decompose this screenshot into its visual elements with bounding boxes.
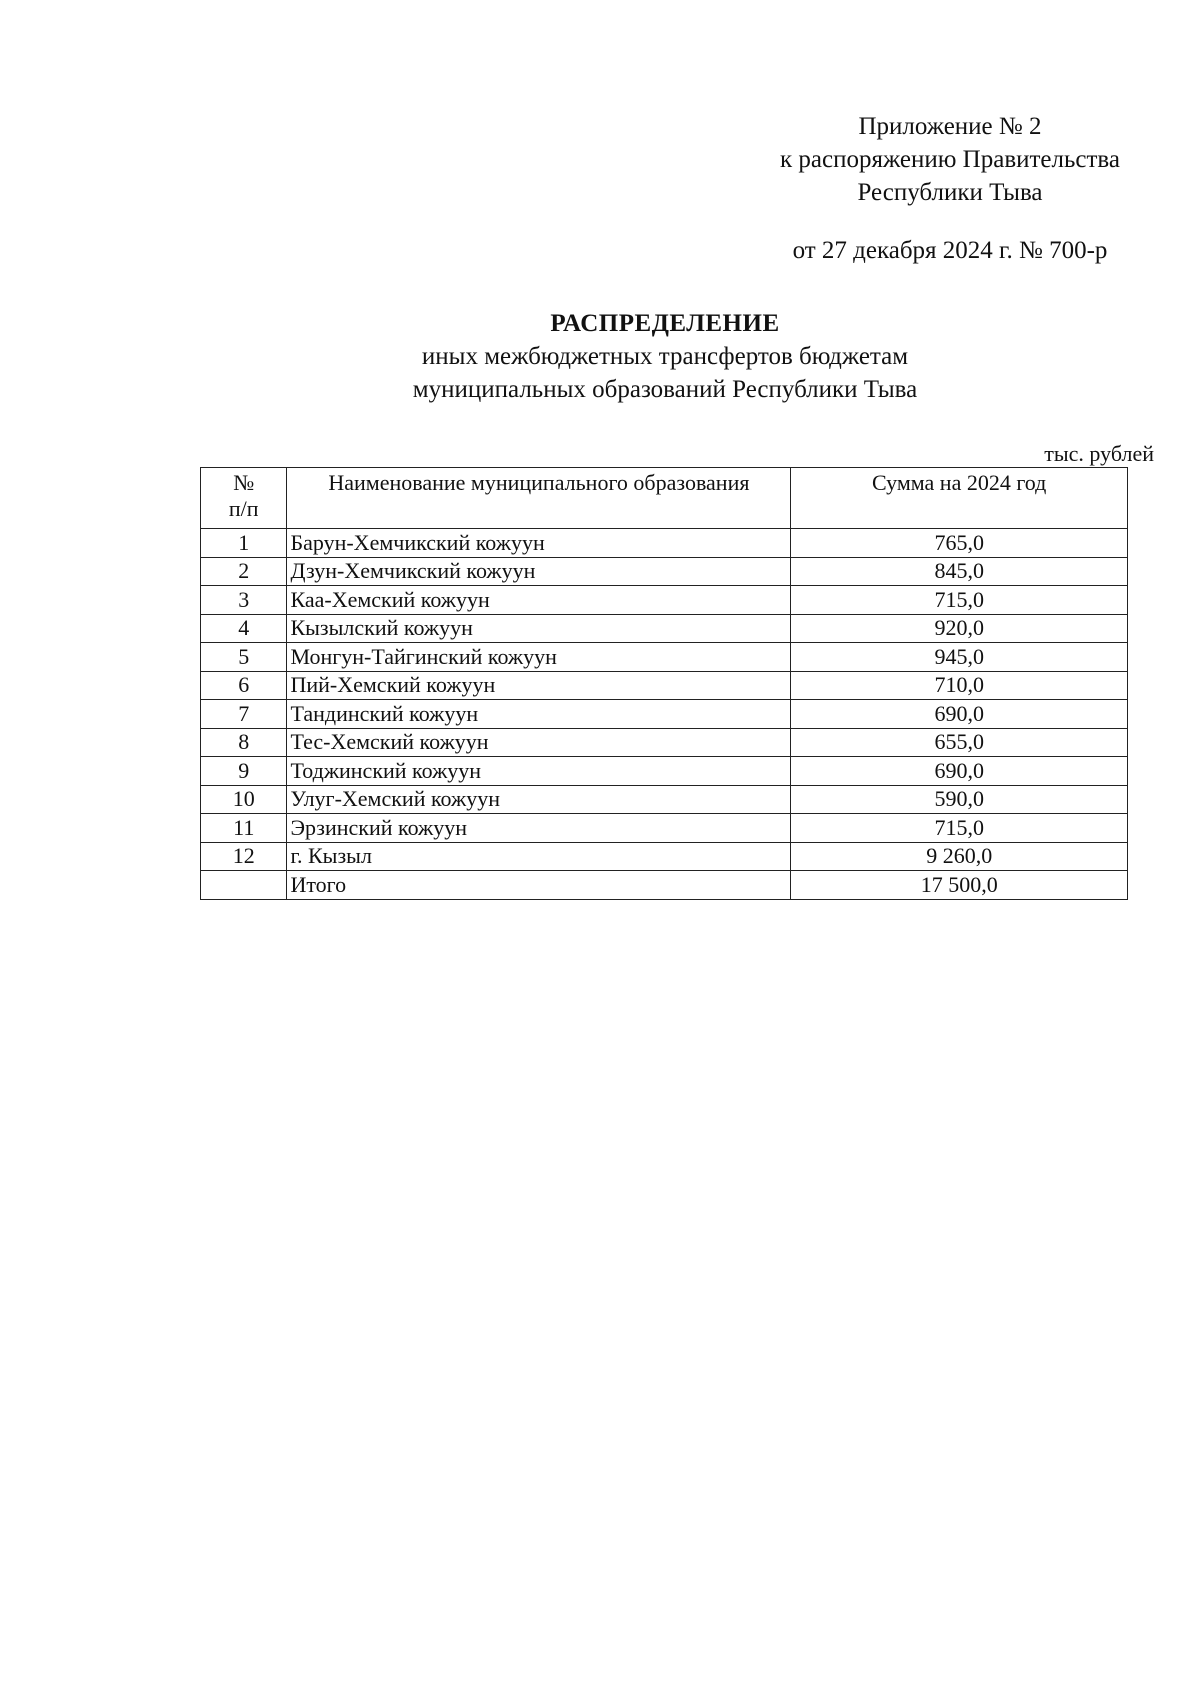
row-name: Монгун-Тайгинский кожуун xyxy=(287,643,791,672)
row-name: г. Кызыл xyxy=(287,842,791,871)
row-num: 5 xyxy=(201,643,287,672)
table-row xyxy=(201,614,1128,643)
row-num: 1 xyxy=(201,529,287,558)
row-sum: 715,0 xyxy=(791,814,1128,843)
row-name: Эрзинский кожуун xyxy=(287,814,791,843)
table-row xyxy=(201,586,1128,615)
table-row xyxy=(201,842,1128,871)
row-sum: 710,0 xyxy=(791,671,1128,700)
row-num: 11 xyxy=(201,814,287,843)
header-num-abbr: п/п xyxy=(228,496,259,521)
row-num: 12 xyxy=(201,842,287,871)
row-num: 4 xyxy=(201,614,287,643)
row-sum: 945,0 xyxy=(791,643,1128,672)
row-name: Дзун-Хемчикский кожуун xyxy=(287,557,791,586)
row-num: 7 xyxy=(201,700,287,729)
row-name: Кызылский кожуун xyxy=(287,614,791,643)
row-sum: 690,0 xyxy=(791,700,1128,729)
header-num xyxy=(201,468,287,529)
table-row xyxy=(201,700,1128,729)
total-row xyxy=(201,871,1128,900)
total-num xyxy=(201,871,287,900)
header-num-symbol: № xyxy=(233,470,255,495)
header-name: Наименование муниципального образования xyxy=(287,468,791,529)
row-sum: 715,0 xyxy=(791,586,1128,615)
table-header-row xyxy=(201,468,1128,529)
header-sum: Сумма на 2024 год xyxy=(791,468,1128,529)
row-num: 2 xyxy=(201,557,287,586)
row-sum: 655,0 xyxy=(791,728,1128,757)
table-row xyxy=(201,557,1128,586)
row-sum: 590,0 xyxy=(791,785,1128,814)
row-sum: 9 260,0 xyxy=(791,842,1128,871)
table-row xyxy=(201,529,1128,558)
row-num: 3 xyxy=(201,586,287,615)
row-name: Барун-Хемчикский кожуун xyxy=(287,529,791,558)
appendix-number: Приложение № 2 xyxy=(858,113,1042,140)
row-num: 8 xyxy=(201,728,287,757)
units-label: тыс. рублей xyxy=(1044,441,1154,466)
distribution-table xyxy=(200,467,1128,900)
row-name: Тандинский кожуун xyxy=(287,700,791,729)
table-row xyxy=(201,757,1128,786)
appendix-republic: Республики Тыва xyxy=(857,179,1043,206)
appendix-ref: к распоряжению Правительства xyxy=(779,146,1120,173)
row-name: Каа-Хемский кожуун xyxy=(287,586,791,615)
row-num: 9 xyxy=(201,757,287,786)
row-sum: 920,0 xyxy=(791,614,1128,643)
total-sum: 17 500,0 xyxy=(791,871,1128,900)
table-row xyxy=(201,728,1128,757)
row-sum: 765,0 xyxy=(791,529,1128,558)
decree-date: от 27 декабря 2024 г. № 700-р xyxy=(792,237,1108,264)
row-sum: 690,0 xyxy=(791,757,1128,786)
row-sum: 845,0 xyxy=(791,557,1128,586)
appendix-header xyxy=(740,110,1160,209)
row-name: Пий-Хемский кожуун xyxy=(287,671,791,700)
total-label: Итого xyxy=(287,871,791,900)
row-num: 6 xyxy=(201,671,287,700)
row-name: Тес-Хемский кожуун xyxy=(287,728,791,757)
title-subtitle-1: иных межбюджетных трансфертов бюджетам xyxy=(421,343,909,370)
row-num: 10 xyxy=(201,785,287,814)
row-name: Улуг-Хемский кожуун xyxy=(287,785,791,814)
table-row xyxy=(201,671,1128,700)
document-title xyxy=(250,307,1080,406)
table-row xyxy=(201,814,1128,843)
table-row xyxy=(201,643,1128,672)
row-name: Тоджинский кожуун xyxy=(287,757,791,786)
table-row xyxy=(201,785,1128,814)
title-heading: РАСПРЕДЕЛЕНИЕ xyxy=(550,310,780,337)
title-subtitle-2: муниципальных образований Республики Тыва xyxy=(412,376,918,403)
